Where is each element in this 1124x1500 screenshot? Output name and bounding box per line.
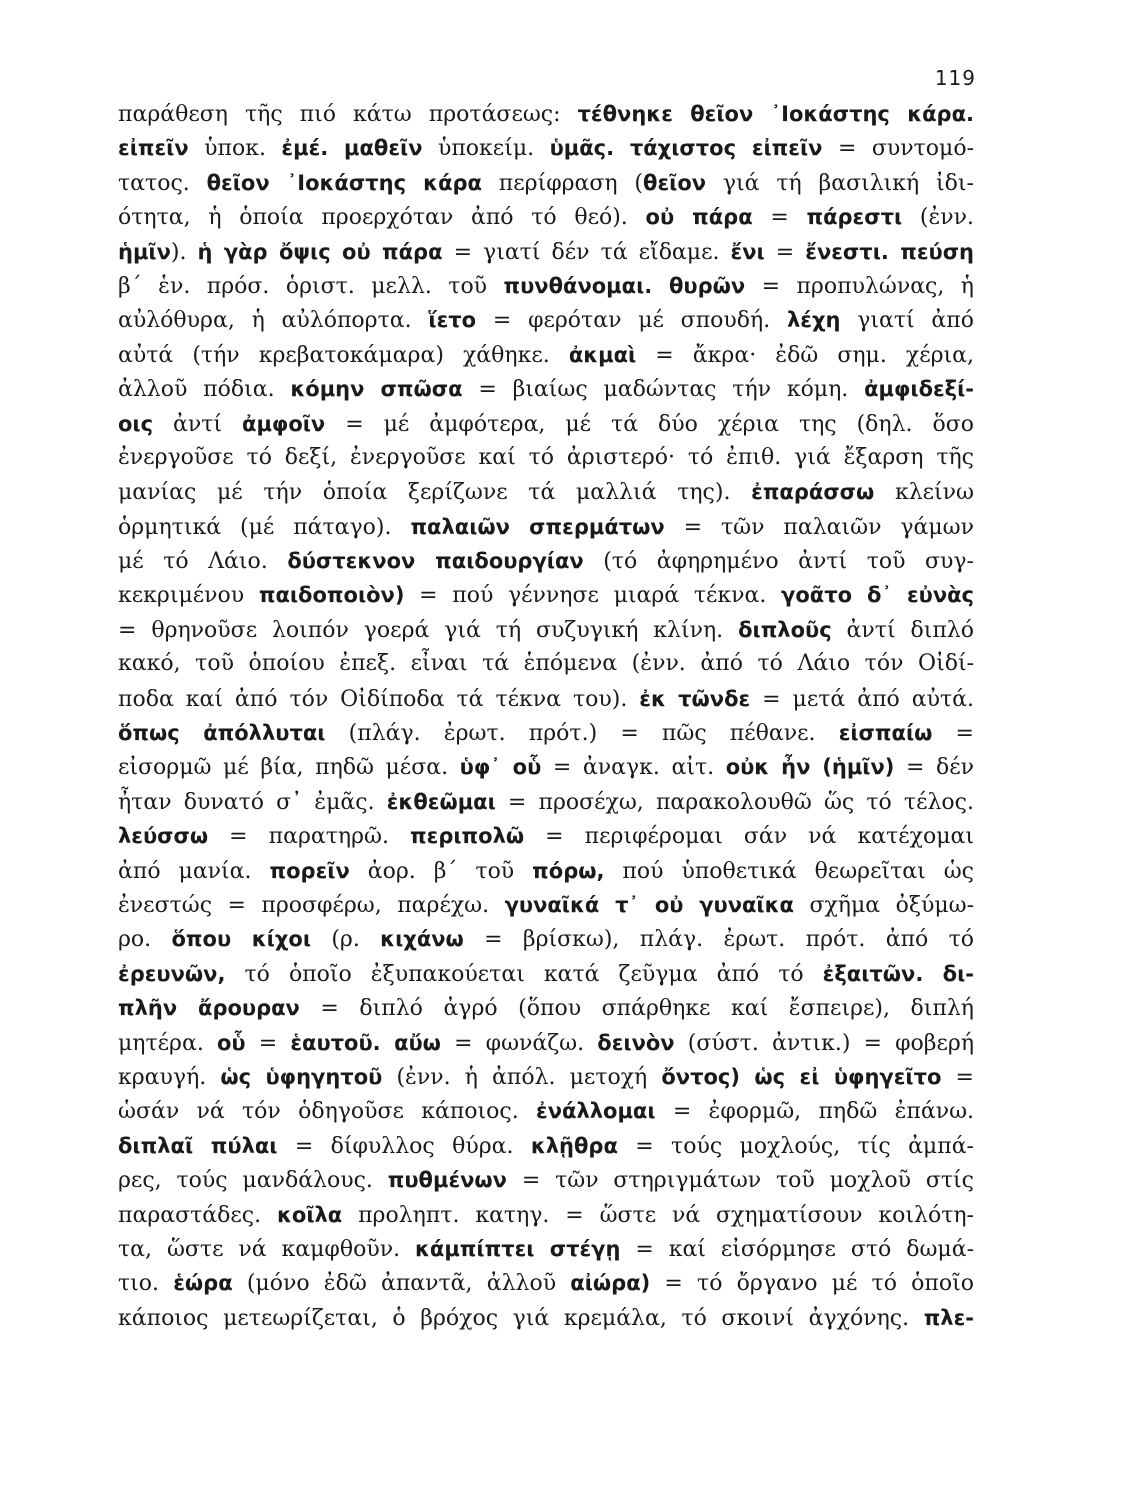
gloss-text: ἀλλοῦ πόδια. (118, 377, 291, 403)
lemma-term: τέθνηκε θεῖον ᾽Ιοκάστης κάρα. (577, 102, 974, 126)
text-line (118, 716, 974, 750)
gloss-text: κραυγή. (118, 1064, 221, 1090)
gloss-text: περίφραση ( (481, 170, 644, 196)
gloss-text: = συντομό- (822, 136, 974, 162)
lemma-term: κάμπίπτει στέγῃ (415, 1236, 621, 1261)
text-line (118, 1094, 974, 1128)
lemma-term: θεῖον (643, 170, 707, 195)
text-line (118, 200, 974, 234)
gloss-text: σχῆμα ὀξύμω- (793, 892, 974, 918)
text-line (118, 888, 974, 922)
gloss-text: = ἀναγκ. αἰτ. (541, 755, 726, 781)
gloss-text: = (245, 1030, 291, 1056)
lemma-term: κοῖλα (276, 1202, 343, 1227)
text-line (118, 269, 974, 303)
lemma-term: ἡμῖν (118, 239, 171, 264)
lemma-term: πορεῖν (269, 858, 350, 883)
gloss-text: = καί εἰσόρμησε στό δωμά- (620, 1236, 974, 1262)
lemma-term: διπλαῖ πύλαι (118, 1133, 278, 1158)
lemma-term: ὅπως ἀπόλλυται (118, 721, 326, 746)
lemma-term: ἐκ τῶνδε (639, 686, 751, 711)
gloss-text: κακό, τοῦ ὁποίου ἐπεξ. εἶναι τά ἑπόμενα (ἐνν. ἀπό τό Λάιο τόν Οἰδί- (118, 651, 974, 677)
lemma-term: ἔνι (730, 239, 765, 264)
gloss-text: μέ τό Λάιο. (118, 549, 288, 575)
lemma-term: οὐ πάρα (645, 205, 753, 230)
lemma-term: δεινὸν (597, 1030, 675, 1055)
lemma-term: πάρεστι (806, 205, 903, 230)
gloss-text: = βρίσκω), πλάγ. ἐρωτ. πρότ. ἀπό τό (463, 927, 974, 953)
gloss-text: = (932, 721, 974, 747)
text-line (118, 682, 974, 716)
gloss-text: (μόνο ἐδῶ ἀπαντᾶ, ἀλλοῦ (232, 1271, 571, 1297)
gloss-text: ἦταν δυνατό σ᾽ ἐμᾶς. (118, 789, 387, 815)
lemma-term: πλε- (923, 1305, 974, 1330)
text-line (118, 613, 974, 647)
gloss-text: μητέρα. (118, 1030, 217, 1056)
text-line (118, 303, 974, 337)
text-line (118, 922, 974, 956)
lemma-term: οὗ (216, 1030, 246, 1055)
gloss-text: = περιφέρομαι σάν νά κατέχομαι (524, 824, 974, 850)
gloss-text: = φερόταν μέ σπουδή. (476, 308, 787, 334)
gloss-text: (ἐνν. (902, 205, 974, 231)
gloss-text: κλείνω (874, 480, 974, 506)
gloss-text: αὐτά (τήν κρεβατοκάμαρα) χάθηκε. (118, 342, 569, 368)
gloss-text: ). (170, 239, 198, 265)
lemma-term: πόρω, (532, 858, 605, 883)
gloss-text: ὡσάν νά τόν ὁδηγοῦσε κάποιος. (118, 1099, 537, 1125)
gloss-text: = προπυλώνας, ἡ (745, 273, 974, 299)
gloss-text: = (941, 1064, 974, 1090)
gloss-text: ἐνεργοῦσε τό δεξί, ἐνεργοῦσε καί τό ἀριστερό· τό ἐπιθ. γιά ἔξαρση τῆς (118, 444, 974, 470)
gloss-text: ὁρμητικά (μέ πάταγο). (118, 514, 411, 540)
gloss-text: ποδα καί ἀπό τόν Οἰδίποδα τά τέκνα του). (118, 686, 640, 712)
gloss-text: = προσέχω, παρακολουθῶ ὥς τό τέλος. (495, 789, 974, 815)
text-line (118, 819, 974, 853)
lemma-term: ἀμφιδεξί- (864, 377, 974, 402)
gloss-text: = (752, 205, 807, 231)
lemma-term: ἐρευνῶν, (118, 961, 226, 986)
gloss-text: (πλάγ. ἐρωτ. πρότ.) = πῶς πέθανε. (325, 721, 839, 747)
lemma-term: ἀκμαὶ (568, 342, 637, 367)
gloss-text: = πού γέννησε μιαρά τέκνα. (404, 583, 782, 609)
lemma-term: ἐξαιτῶν. δι- (822, 961, 974, 986)
lemma-term: εἰπεῖν (118, 136, 189, 161)
lemma-term: πυθμένων (387, 1168, 507, 1193)
lemma-term: γοᾶτο δ᾽ εὐνὰς (781, 583, 974, 608)
lemma-term: κλῇθρα (530, 1133, 618, 1158)
page-number: 119 (934, 66, 976, 90)
text-line (118, 97, 974, 131)
text-line (118, 750, 974, 784)
gloss-text: κεκριμένου (118, 583, 259, 609)
gloss-text: προληπτ. κατηγ. = ὥστε νά σχηματίσουν κοιλότη- (342, 1202, 974, 1228)
gloss-text: = θρηνοῦσε λοιπόν γοερά γιά τή συζυγική κλίνη. (118, 617, 739, 643)
lemma-term: ἐνάλλομαι (536, 1099, 656, 1124)
gloss-text: μανίας μέ τήν ὁποία ξερίζωνε τά μαλλιά της). (118, 480, 752, 506)
gloss-text: = τῶν παλαιῶν γάμων (664, 514, 974, 540)
gloss-text: = παρατηρῶ. (208, 824, 411, 850)
gloss-text: ότητα, ἡ ὁποία προερχόταν ἀπό τό θεό). (118, 205, 646, 231)
gloss-text: ὑποκείμ. (422, 136, 550, 162)
gloss-text: = τό ὄργανο μέ τό ὁποῖο (650, 1271, 974, 1297)
lemma-term: δύστεκνον παιδουργίαν (287, 549, 584, 574)
text-line (118, 1129, 974, 1163)
text-line (118, 647, 974, 681)
gloss-text: ρες, τούς μανδάλους. (118, 1168, 388, 1194)
text-line (118, 235, 974, 269)
lemma-term: ἐπαράσσω (751, 480, 875, 505)
lemma-term: αἰώρα) (570, 1271, 651, 1296)
text-line (118, 1266, 974, 1300)
text-line (118, 1232, 974, 1266)
gloss-text: ἐνεστώς = προσφέρω, παρέχω. (118, 892, 505, 918)
gloss-text: ἀορ. β΄ τοῦ (349, 858, 533, 884)
lemma-term: λεύσσω (118, 824, 209, 849)
lemma-term: ὡς ὑφηγητοῦ (220, 1064, 383, 1089)
lemma-term: διπλοῦς (738, 617, 832, 642)
lemma-term: παιδοποιὸν) (258, 583, 405, 608)
text-line (118, 1026, 974, 1060)
gloss-text: = τῶν στηριγμάτων τοῦ μοχλοῦ στίς (507, 1168, 974, 1194)
text-line (118, 544, 974, 578)
gloss-text: = μετά ἀπό αὐτά. (750, 686, 974, 712)
gloss-text: ρο. (118, 927, 172, 953)
lemma-term: ἔνεστι. πεύση (805, 239, 974, 264)
lemma-term: ἐμέ. μαθεῖν (281, 136, 423, 161)
gloss-text: (σύστ. ἀντικ.) = φοβερή (674, 1030, 974, 1056)
text-line (118, 441, 974, 475)
gloss-text: γιατί ἀπό (840, 308, 974, 334)
lemma-term: πλῆν ἄρουραν (118, 996, 300, 1021)
text-line (118, 510, 974, 544)
lemma-term: εἰσπαίω (838, 721, 933, 746)
text-line (118, 785, 974, 819)
gloss-text: τιο. (118, 1271, 174, 1297)
lemma-term: οὐκ ἦν (ἡμῖν) (725, 755, 895, 780)
text-line (118, 131, 974, 165)
lemma-term: γυναῖκά τ᾽ οὐ γυναῖκα (504, 892, 794, 917)
text-line (118, 1060, 974, 1094)
lemma-term: ὑφ᾽ οὗ (459, 755, 542, 780)
gloss-text: (τό ἀφηρημένο ἀντί τοῦ συγ- (583, 549, 974, 575)
lemma-term: ἑώρα (173, 1271, 233, 1296)
lemma-term: ὑμᾶς. τάχιστος εἰπεῖν (549, 136, 823, 161)
gloss-text: τό ὁποῖο ἐξυπακούεται κατά ζεῦγμα ἀπό τό (225, 961, 823, 987)
text-line (118, 578, 974, 612)
lemma-term: ἑαυτοῦ. αὔω (290, 1030, 441, 1055)
gloss-text: = τούς μοχλούς, τίς ἀμπά- (617, 1133, 974, 1159)
lemma-term: κόμην σπῶσα (290, 377, 463, 402)
gloss-text: κάποιος μετεωρίζεται, ὁ βρόχος γιά κρεμάλα, τό σκοινί ἀγχόνης. (118, 1305, 924, 1331)
gloss-text: = (764, 239, 806, 265)
gloss-text: = μέ ἀμφότερα, μέ τά δύο χέρια της (δηλ. ὅσο (325, 411, 974, 437)
lemma-term: παλαιῶν σπερμάτων (410, 514, 665, 539)
gloss-text: γιά τή βασιλική ἰδι- (706, 170, 974, 196)
lemma-term: θεῖον ᾽Ιοκάστης κάρα (206, 170, 482, 195)
text-line (118, 1198, 974, 1232)
gloss-text: = δέν (894, 755, 974, 781)
gloss-text: = γιατί δέν τά εἴδαμε. (442, 239, 731, 265)
gloss-text: = διπλό ἀγρό (ὅπου σπάρθηκε καί ἔσπειρε), διπλή (299, 996, 974, 1022)
gloss-text: εἰσορμῶ μέ βία, πηδῶ μέσα. (118, 755, 460, 781)
text-line (118, 338, 974, 372)
gloss-text: παράθεση τῆς πιό κάτω προτάσεως: (118, 102, 578, 127)
lemma-term: ἵετο (428, 308, 477, 333)
gloss-text: ἀπό μανία. (118, 858, 270, 884)
text-line (118, 1301, 974, 1335)
gloss-text: τα, ὥστε νά καμφθοῦν. (118, 1236, 415, 1262)
text-line (118, 407, 974, 441)
commentary-text (118, 97, 974, 1335)
lemma-term: οις (118, 411, 154, 436)
gloss-text: β΄ ἑν. πρόσ. ὁριστ. μελλ. τοῦ (118, 273, 504, 299)
lemma-term: ἐκθεῶμαι (386, 789, 496, 814)
text-line (118, 991, 974, 1025)
text-line (118, 372, 974, 406)
gloss-text: = ἐφορμῶ, πηδῶ ἐπάνω. (655, 1099, 974, 1125)
text-line (118, 854, 974, 888)
gloss-text: = ἄκρα· ἐδῶ σημ. χέρια, (636, 342, 974, 368)
text-line (118, 957, 974, 991)
lemma-term: περιπολῶ (410, 824, 525, 849)
gloss-text: παραστάδες. (118, 1202, 277, 1228)
lemma-term: λέχη (786, 308, 841, 333)
lemma-term: κιχάνω (380, 927, 464, 952)
gloss-text: (ρ. (311, 927, 381, 953)
gloss-text: = δίφυλλος θύρα. (277, 1133, 531, 1159)
text-line (118, 166, 974, 200)
lemma-term: ἀμφοῖν (242, 411, 326, 436)
lemma-term: ὅπου κίχοι (171, 927, 312, 952)
gloss-text: ἀντί διπλό (831, 617, 974, 643)
text-line (118, 1163, 974, 1197)
gloss-text: = φωνάζω. (440, 1030, 598, 1056)
gloss-text: = βιαίως μαδώντας τήν κόμη. (462, 377, 865, 403)
gloss-text: αὐλόθυρα, ἡ αὐλόπορτα. (118, 308, 429, 334)
gloss-text: ὑποκ. (188, 136, 282, 162)
gloss-text: τατος. (118, 170, 207, 196)
gloss-text: (ἐνν. ἡ ἀπόλ. μετοχή (382, 1064, 662, 1090)
lemma-term: πυνθάνομαι. θυρῶν (503, 273, 746, 298)
text-line (118, 475, 974, 509)
gloss-text: ἀντί (153, 411, 243, 437)
gloss-text: πού ὑποθετικά θεωρεῖται ὡς (604, 858, 974, 884)
lemma-term: ὄντος) ὡς εἰ ὑφηγεῖτο (661, 1064, 942, 1089)
lemma-term: ἡ γὰρ ὄψις οὐ πάρα (197, 239, 443, 264)
